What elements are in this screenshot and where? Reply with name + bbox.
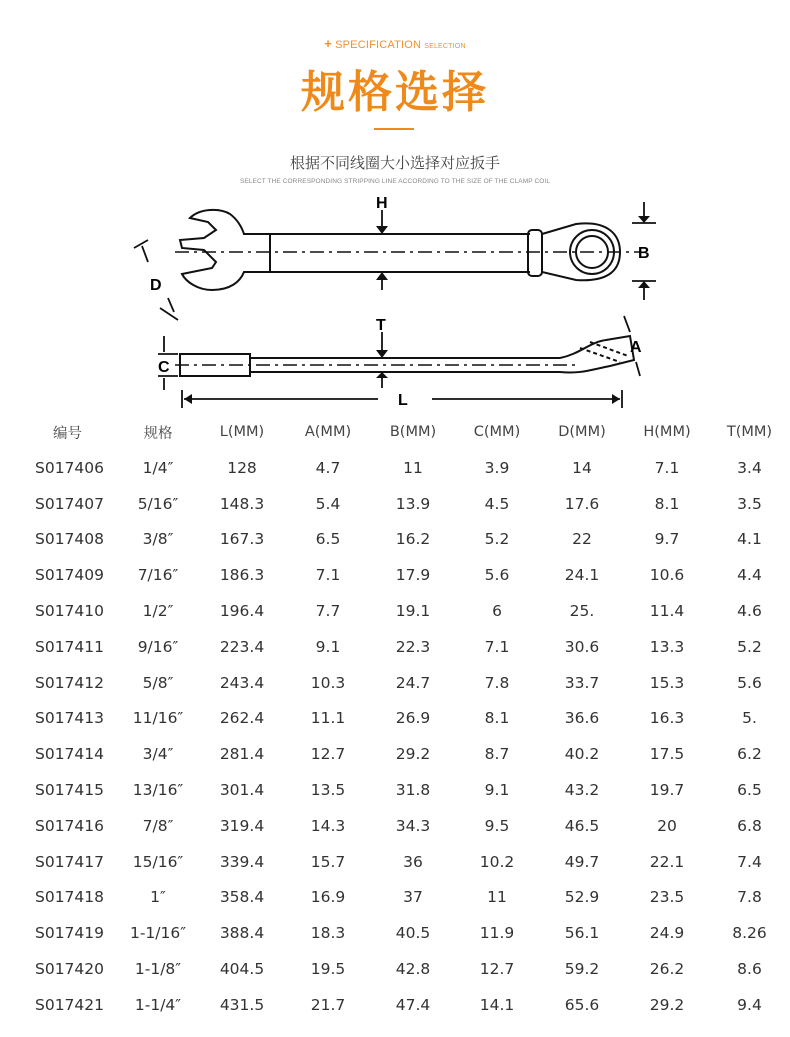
cell-h-mm: 23.5 [649,888,685,907]
table-row [0,915,790,951]
cell-d-mm: 24.1 [564,566,600,585]
cell-a-mm: 16.9 [310,888,346,907]
cell-a-mm: 9.1 [315,637,341,656]
cell-b-mm: 47.4 [395,995,431,1014]
cell-l-mm: 281.4 [219,745,265,764]
cell-d-mm: 22 [572,530,592,549]
page-title: 规格选择 [301,67,489,118]
cell-b-mm: 17.9 [395,566,431,585]
column-header-a-mm: A(MM) [304,424,352,440]
table-row [0,593,790,629]
cell-l-mm: 186.3 [219,566,265,585]
cell-t-mm: 5.2 [737,637,762,656]
cell-a-mm: 6.5 [315,530,341,549]
cell-d-mm: 46.5 [564,816,600,835]
cell-size: 15/16″ [132,852,184,871]
cell-b-mm: 36 [403,852,423,871]
cell-b-mm: 24.7 [395,673,431,692]
cell-b-mm: 11 [403,458,423,477]
cell-l-mm: 431.5 [219,995,265,1014]
cell-l-mm: 167.3 [219,530,265,549]
cell-d-mm: 36.6 [564,709,600,728]
cell-a-mm: 15.7 [310,852,346,871]
column-header-l-mm: L(MM) [219,424,265,440]
label-a: A [630,339,642,356]
cell-h-mm: 10.6 [649,566,685,585]
eyebrow-main: SPECIFICATION [335,39,422,51]
cell-c-mm: 5.2 [484,530,510,549]
cell-c-mm: 5.6 [484,566,510,585]
cell-d-mm: 14 [572,458,592,477]
wrench-neck [528,230,542,276]
cell-item-code: S017421 [35,995,105,1014]
cell-c-mm: 6 [492,602,502,621]
table-row [0,629,790,665]
cell-t-mm: 7.8 [737,888,762,907]
cell-c-mm: 4.5 [484,494,510,513]
table-row [0,736,790,772]
cell-a-mm: 4.7 [315,458,341,477]
cell-d-mm: 43.2 [564,781,600,800]
cell-c-mm: 7.8 [484,673,510,692]
cell-size: 13/16″ [132,781,184,800]
cell-d-mm: 40.2 [564,745,600,764]
cell-c-mm: 10.2 [479,852,515,871]
cell-h-mm: 26.2 [649,960,685,979]
table-row [0,808,790,844]
cell-item-code: S017415 [35,781,105,800]
column-header-d-mm: D(MM) [558,424,606,440]
cell-size: 5/8″ [142,673,174,692]
table-row [0,701,790,737]
label-h: H [376,195,388,212]
cell-b-mm: 16.2 [395,530,431,549]
cell-h-mm: 9.7 [654,530,680,549]
cell-c-mm: 8.7 [484,745,510,764]
cell-t-mm: 3.4 [737,458,762,477]
table-row [0,772,790,808]
cell-d-mm: 25. [569,602,595,621]
cell-l-mm: 319.4 [219,816,265,835]
cell-c-mm: 3.9 [484,458,510,477]
cell-h-mm: 7.1 [654,458,680,477]
column-header-b-mm: B(MM) [389,424,437,440]
cell-d-mm: 56.1 [564,924,600,943]
cell-t-mm: 4.1 [737,530,762,549]
cell-c-mm: 8.1 [484,709,510,728]
table-row [0,522,790,558]
plus-icon: + [324,36,333,51]
cell-item-code: S017416 [35,816,105,835]
cell-b-mm: 19.1 [395,602,431,621]
cell-d-mm: 33.7 [564,673,600,692]
table-row [0,987,790,1023]
column-header-t-mm: T(MM) [726,424,773,440]
table-row [0,665,790,701]
cell-t-mm: 9.4 [737,995,762,1014]
wrench-open-end [180,210,270,290]
cell-item-code: S017410 [35,602,105,621]
cell-item-code: S017414 [35,745,105,764]
cell-size: 1-1/16″ [129,924,187,943]
column-header-h-mm: H(MM) [643,424,691,440]
cell-d-mm: 59.2 [564,960,600,979]
cell-h-mm: 29.2 [649,995,685,1014]
cell-l-mm: 404.5 [219,960,265,979]
table-row [0,951,790,987]
cell-item-code: S017417 [35,852,105,871]
cell-c-mm: 7.1 [484,637,510,656]
cell-b-mm: 42.8 [395,960,431,979]
cell-h-mm: 22.1 [649,852,685,871]
cell-a-mm: 5.4 [315,494,341,513]
cell-t-mm: 6.2 [737,745,762,764]
cell-d-mm: 52.9 [564,888,600,907]
cell-d-mm: 17.6 [564,494,600,513]
cell-c-mm: 9.1 [484,781,510,800]
cell-d-mm: 30.6 [564,637,600,656]
cell-size: 11/16″ [132,709,184,728]
cell-t-mm: 4.6 [737,602,762,621]
cell-t-mm: 4.4 [737,566,762,585]
cell-item-code: S017420 [35,960,105,979]
eyebrow-small: SELECTION [424,43,466,50]
cell-c-mm: 9.5 [484,816,510,835]
cell-h-mm: 19.7 [649,781,685,800]
cell-l-mm: 358.4 [219,888,265,907]
cell-t-mm: 5.6 [737,673,762,692]
label-l: L [398,392,408,409]
cell-c-mm: 11 [487,888,507,907]
cell-l-mm: 262.4 [219,709,265,728]
cell-item-code: S017419 [35,924,105,943]
cell-a-mm: 7.7 [315,602,341,621]
cell-item-code: S017412 [35,673,105,692]
cell-a-mm: 7.1 [315,566,341,585]
cell-l-mm: 128 [227,458,257,477]
cell-h-mm: 17.5 [649,745,685,764]
page-subtitle: 根据不同线圈大小选择对应扳手 [289,154,500,172]
cell-a-mm: 21.7 [310,995,346,1014]
cell-a-mm: 18.3 [310,924,346,943]
cell-h-mm: 20 [657,816,677,835]
cell-b-mm: 40.5 [395,924,431,943]
cell-a-mm: 14.3 [310,816,346,835]
cell-h-mm: 13.3 [649,637,685,656]
label-d: D [150,277,162,294]
cell-t-mm: 5. [742,709,757,728]
cell-a-mm: 19.5 [310,960,346,979]
label-b: B [638,245,650,262]
cell-item-code: S017418 [35,888,105,907]
cell-t-mm: 6.8 [737,816,762,835]
cell-t-mm: 6.5 [737,781,762,800]
label-c: C [158,359,170,376]
cell-h-mm: 16.3 [649,709,685,728]
cell-d-mm: 49.7 [564,852,600,871]
cell-b-mm: 31.8 [395,781,431,800]
cell-b-mm: 22.3 [395,637,431,656]
cell-size: 1″ [150,888,166,907]
cell-b-mm: 34.3 [395,816,431,835]
cell-item-code: S017406 [35,458,105,477]
cell-b-mm: 29.2 [395,745,431,764]
cell-t-mm: 8.6 [737,960,762,979]
cell-size: 7/8″ [142,816,174,835]
page-subtitle-en: SELECT THE CORRESPONDING STRIPPING LINE ACCORDING TO THE SIZE OF THE CLAMP COIL [239,178,551,185]
cell-h-mm: 11.4 [649,602,685,621]
table-row [0,557,790,593]
wrench-dimension-diagram [120,190,660,415]
title-divider [374,128,414,130]
cell-t-mm: 3.5 [737,494,762,513]
cell-b-mm: 37 [403,888,423,907]
cell-d-mm: 65.6 [564,995,600,1014]
cell-a-mm: 13.5 [310,781,346,800]
table-row [0,844,790,880]
cell-size: 5/16″ [137,494,179,513]
cell-b-mm: 26.9 [395,709,431,728]
cell-item-code: S017408 [35,530,105,549]
cell-l-mm: 301.4 [219,781,265,800]
cell-c-mm: 12.7 [479,960,515,979]
section-eyebrow [0,36,790,51]
cell-size: 3/8″ [142,530,174,549]
table-body [0,450,790,1023]
cell-t-mm: 8.26 [732,924,767,943]
cell-h-mm: 24.9 [649,924,685,943]
cell-h-mm: 15.3 [649,673,685,692]
cell-l-mm: 148.3 [219,494,265,513]
cell-item-code: S017409 [35,566,105,585]
cell-l-mm: 339.4 [219,852,265,871]
cell-l-mm: 196.4 [219,602,265,621]
cell-item-code: S017413 [35,709,105,728]
cell-a-mm: 11.1 [310,709,346,728]
cell-l-mm: 388.4 [219,924,265,943]
cell-size: 7/16″ [137,566,179,585]
cell-a-mm: 10.3 [310,673,346,692]
table-header-row [0,414,790,450]
cell-size: 3/4″ [142,745,174,764]
cell-size: 1-1/4″ [134,995,182,1014]
cell-h-mm: 8.1 [654,494,680,513]
cell-a-mm: 12.7 [310,745,346,764]
spec-table [0,414,790,1023]
cell-t-mm: 7.4 [737,852,762,871]
cell-size: 9/16″ [137,637,179,656]
table-row [0,486,790,522]
cell-l-mm: 243.4 [219,673,265,692]
cell-c-mm: 11.9 [479,924,515,943]
cell-size: 1/4″ [142,458,174,477]
cell-l-mm: 223.4 [219,637,265,656]
cell-b-mm: 13.9 [395,494,431,513]
cell-size: 1-1/8″ [134,960,182,979]
label-t: T [376,317,386,334]
cell-c-mm: 14.1 [479,995,515,1014]
table-row [0,880,790,916]
cell-item-code: S017407 [35,494,105,513]
column-header-size: 规格 [143,425,173,442]
cell-item-code: S017411 [35,637,105,656]
column-header-item-code: 编号 [53,425,82,442]
column-header-c-mm: C(MM) [473,424,521,440]
table-row [0,450,790,486]
cell-size: 1/2″ [142,602,174,621]
